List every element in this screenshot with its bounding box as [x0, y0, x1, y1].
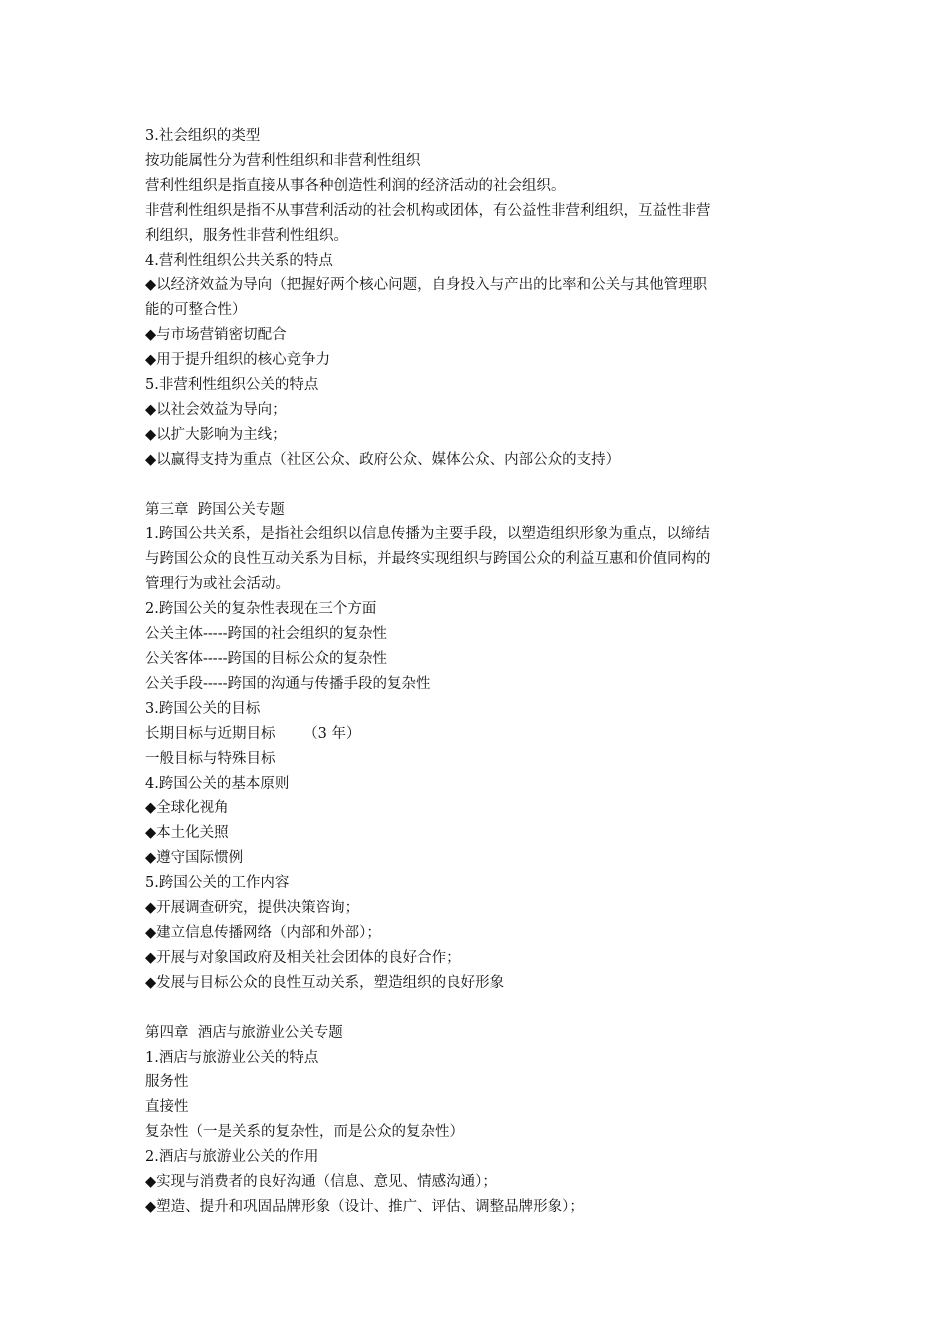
heading-principles: 4.跨国公关的基本原则	[145, 775, 290, 792]
heading-complexity: 2.跨国公关的复杂性表现在三个方面	[145, 601, 377, 618]
bullet-item: ◆以扩大影响为主线；	[145, 426, 287, 443]
bullet-item: ◆遵守国际惯例	[145, 850, 244, 867]
chapter-title-4: 第四章 酒店与旅游业公关专题	[145, 1024, 343, 1041]
heading-hotel-roles: 2.酒店与旅游业公关的作用	[145, 1149, 319, 1166]
bullet-item: ◆本土化关照	[145, 825, 229, 842]
paragraph: 公关主体-----跨国的社会组织的复杂性	[145, 626, 387, 643]
paragraph: 长期目标与近期目标 （3 年）	[145, 725, 361, 742]
bullet-item: ◆实现与消费者的良好沟通（信息、意见、情感沟通）；	[145, 1174, 497, 1191]
bullet-item: ◆开展调查研究，提供决策咨询；	[145, 900, 360, 917]
blank-line	[145, 996, 810, 1021]
paragraph: 公关客体-----跨国的目标公众的复杂性	[145, 651, 387, 668]
paragraph: 能的可整合性）	[145, 302, 247, 319]
paragraph: 1.跨国公共关系，是指社会组织以信息传播为主要手段，以塑造组织形象为重点，以缔结	[145, 526, 710, 543]
paragraph: 非营利性组织是指不从事营利活动的社会机构或团体，有公益性非营利组织，互益性非营	[145, 202, 711, 219]
paragraph: 复杂性（一是关系的复杂性，而是公众的复杂性）	[145, 1124, 464, 1141]
heading-goals: 3.跨国公关的目标	[145, 700, 261, 717]
bullet-item: ◆建立信息传播网络（内部和外部）；	[145, 924, 381, 941]
bullet-item: ◆发展与目标公众的良性互动关系，塑造组织的良好形象	[145, 974, 505, 991]
paragraph: 管理行为或社会活动。	[145, 576, 290, 593]
heading-hotel-features: 1.酒店与旅游业公关的特点	[145, 1049, 319, 1066]
bullet-item: ◆用于提升组织的核心竞争力	[145, 352, 331, 369]
heading-social-org-types: 3.社会组织的类型	[145, 128, 261, 144]
bullet-item: ◆开展与对象国政府及相关社会团体的良好合作；	[145, 949, 461, 966]
blank-line	[145, 473, 810, 498]
paragraph: 直接性	[145, 1099, 189, 1116]
bullet-item: ◆与市场营销密切配合	[145, 327, 287, 344]
paragraph: 服务性	[145, 1074, 189, 1091]
chapter-title-3: 第三章 跨国公关专题	[145, 501, 285, 518]
heading-for-profit-pr: 4.营利性组织公共关系的特点	[145, 252, 333, 269]
paragraph: 按功能属性分为营利性组织和非营利性组织	[145, 152, 421, 169]
paragraph: 公关手段-----跨国的沟通与传播手段的复杂性	[145, 675, 431, 692]
bullet-item: ◆以社会效益为导向；	[145, 401, 287, 418]
document-body	[145, 124, 810, 1220]
bullet-item: ◆以赢得支持为重点（社区公众、政府公众、媒体公众、内部公众的支持）	[145, 451, 621, 468]
paragraph: 与跨国公众的良性互动关系为目标，并最终实现组织与跨国公众的利益互惠和价值同构的	[145, 551, 711, 568]
paragraph: 营利性组织是指直接从事各种创造性利润的经济活动的社会组织。	[145, 177, 566, 194]
paragraph: 利组织，服务性非营利性组织。	[145, 227, 348, 244]
heading-work-content: 5.跨国公关的工作内容	[145, 875, 290, 892]
heading-non-profit-pr: 5.非营利性组织公关的特点	[145, 377, 319, 394]
bullet-item: ◆塑造、提升和巩固品牌形象（设计、推广、评估、调整品牌形象）；	[145, 1198, 584, 1215]
bullet-item: ◆以经济效益为导向（把握好两个核心问题，自身投入与产出的比率和公关与其他管理职	[145, 277, 708, 294]
paragraph: 一般目标与特殊目标	[145, 750, 276, 767]
bullet-item: ◆全球化视角	[145, 800, 229, 817]
